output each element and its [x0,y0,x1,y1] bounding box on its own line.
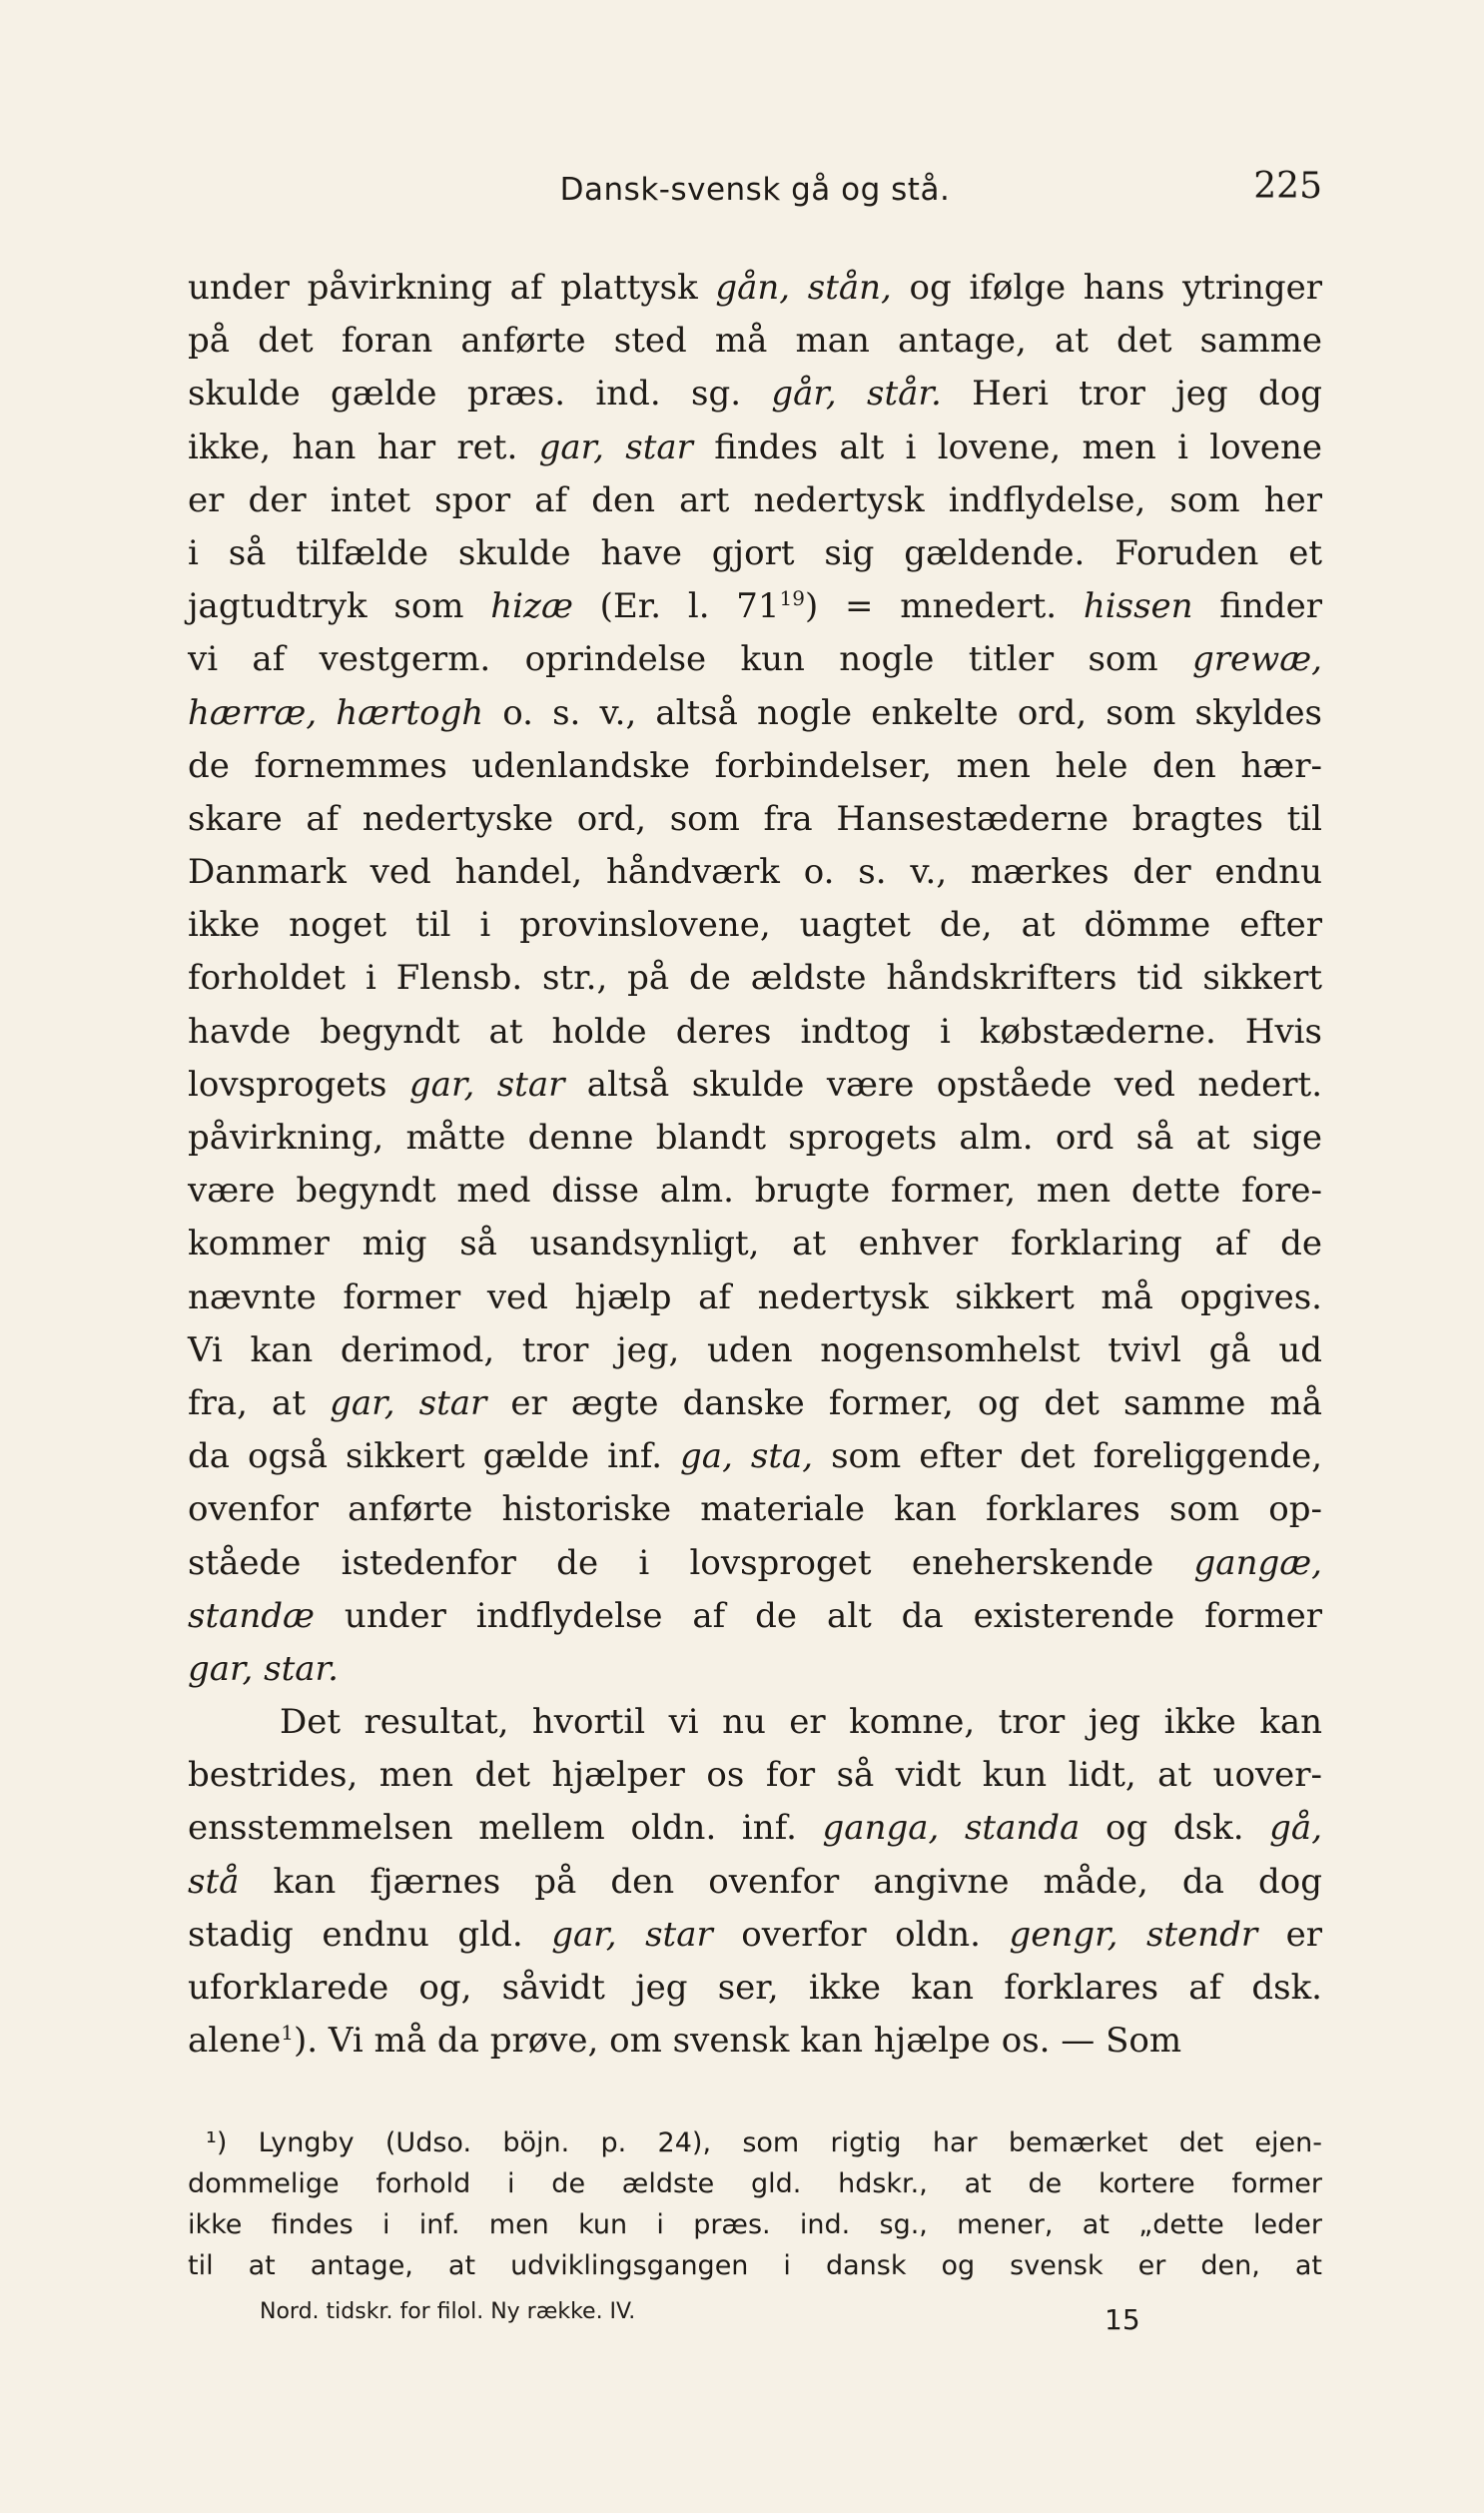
text-line [188,421,1322,474]
body-text [188,262,1322,2068]
italic-word: gar, star [408,1064,565,1105]
text-line [188,1537,1322,1590]
text-segment: Heri tror jeg dog [941,374,1322,415]
signature-number: 15 [1105,2303,1140,2336]
text-line [188,952,1322,1005]
text-line [188,1962,1322,2015]
text-line [188,262,1322,315]
text-segment: jagtudtryk som [188,586,491,627]
text-line [188,793,1322,846]
italic-word: standæ [188,1595,316,1636]
text-segment: vi af vestgerm. oprindelse kun nogle titler som [188,639,1192,680]
superscript: 1 [281,2021,295,2046]
text-segment: er der intet spor af den art nedertysk indflydelse, som her [188,479,1322,520]
text-segment: ikke noget til i provinslovene, uagtet de, at dömme efter [188,905,1322,946]
footnote-line: ¹) Lyngby (Udso. böjn. p. 24), som rigtig har bemærket det ejen- [206,2127,1322,2158]
text-segment: under indflydelse af de alt da existerende former [315,1595,1322,1636]
text-segment: de fornemmes udenlandske forbindelser, men hele den hær- [188,745,1322,786]
text-line [188,1112,1322,1165]
text-segment: ). Vi må da prøve, om svensk kan hjælpe os. — Som [294,2021,1182,2062]
page-header [188,166,1322,222]
journal-signature: Nord. tidskr. for filol. Ny række. IV. [260,2299,636,2324]
italic-word: gengr, stendr [1009,1914,1258,1955]
text-segment: uforklarede og, såvidt jeg ser, ikke kan forklares af dsk. [188,1968,1322,2008]
text-segment: alene [188,2021,282,2062]
text-line [188,633,1322,686]
text-segment: i så tilfælde skulde have gjort sig gældende. Foruden et [188,532,1322,573]
text-segment: ikke, han har ret. [188,426,539,467]
footnote-line: ikke findes i inf. men kun i præs. ind. sg., mener, at „dette leder [188,2209,1322,2240]
italic-word: ganga, standa [822,1808,1081,1849]
text-line [188,1165,1322,1218]
italic-word: gar, star [538,426,693,467]
text-line [188,1218,1322,1270]
text-segment: finder [1192,586,1322,627]
italic-word: gå, [1269,1808,1323,1849]
italic-word: gar, star [551,1914,713,1955]
text-segment: bestrides, men det hjælper os for så vidt kun lidt, at uover- [188,1755,1322,1796]
text-segment: Vi kan derimod, tror jeg, uden nogensomhelst tvivl gå ud [188,1329,1322,1370]
text-segment: være begyndt med disse alm. brugte former, men dette fore- [188,1171,1322,1212]
text-line [188,1696,1322,1749]
page-number: 225 [1253,166,1322,207]
text-line [188,1430,1322,1483]
text-line [188,1802,1322,1855]
text-segment: skare af nedertyske ord, som fra Hansestæderne bragtes til [188,798,1322,839]
italic-word: går, står. [771,374,942,415]
text-segment: er [1257,1914,1323,1955]
text-segment: Det resultat, hvortil vi nu er komne, tror jeg ikke kan [280,1702,1322,1743]
text-line [188,899,1322,952]
text-line [188,1749,1322,1802]
text-segment: altså skulde være opståede ved nedert. [564,1064,1322,1105]
text-segment: ) = mnedert. [804,586,1084,627]
italic-word: gangæ, [1193,1542,1322,1583]
text-line [188,1590,1322,1643]
text-segment: overfor oldn. [712,1914,1010,1955]
text-segment: ståede istedenfor de i lovsproget eneherskende [188,1542,1194,1583]
text-line [188,846,1322,899]
italic-word: grewæ, [1191,639,1322,680]
text-line [188,315,1322,368]
text-line [188,1909,1322,1962]
text-line [188,1643,1322,1696]
text-segment: fra, at [188,1382,331,1423]
text-segment: havde begyndt at holde deres indtog i købstæderne. Hvis [188,1011,1322,1052]
text-segment: o. s. v., altså nogle enkelte ord, som skyldes [483,692,1323,733]
italic-word: gar, star [330,1382,487,1423]
text-line [188,1006,1322,1059]
text-segment: da også sikkert gælde inf. [188,1436,681,1477]
text-segment: lovsprogets [188,1064,409,1105]
footnotes [188,2122,1322,2286]
text-segment: som efter det foreliggende, [813,1436,1322,1477]
footnote-line: dommelige forhold i de ældste gld. hdskr., at de kortere former [188,2168,1322,2199]
text-segment: stadig endnu gld. [188,1914,552,1955]
text-line [188,1059,1322,1112]
text-segment: findes alt i lovene, men i lovene [692,426,1322,467]
text-segment: og dsk. [1080,1808,1270,1849]
text-segment: (Er. l. 71 [572,586,780,627]
italic-word: hizæ [490,586,573,627]
text-line [188,368,1322,420]
text-segment: og ifølge hans ytringer [891,268,1322,308]
italic-word: gån, stån, [715,268,892,308]
text-line [188,1377,1322,1430]
text-line [188,740,1322,793]
superscript: 19 [779,586,805,611]
text-segment: under påvirkning af plattysk [188,268,716,308]
italic-word: hærræ, hærtogh [188,692,484,733]
text-segment: ensstemmelsen mellem oldn. inf. [188,1808,823,1849]
text-line [188,1483,1322,1536]
text-segment: skulde gælde præs. ind. sg. [188,374,772,415]
italic-word: stå [188,1861,240,1902]
text-line [188,2015,1322,2068]
text-line [188,580,1322,633]
text-line [188,1856,1322,1909]
text-segment: Danmark ved handel, håndværk o. s. v., mærkes der endnu [188,852,1322,893]
running-head: Dansk-svensk gå og stå. [559,172,951,208]
italic-word: gar, star. [188,1648,339,1689]
text-segment: forholdet i Flensb. str., på de ældste håndskrifters tid sikkert [188,958,1322,999]
text-segment: ovenfor anførte historiske materiale kan forklares som op- [188,1489,1322,1530]
text-segment: er ægte danske former, og det samme må [486,1382,1322,1423]
text-segment: kommer mig så usandsynligt, at enhver forklaring af de [188,1224,1322,1264]
footnote-line: til at antage, at udviklingsgangen i dansk og svensk er den, at [188,2250,1322,2281]
text-segment: kan fjærnes på den ovenfor angivne måde, da dog [239,1861,1322,1902]
text-segment: på det foran anførte sted må man antage, at det samme [188,321,1322,362]
text-line [188,1271,1322,1324]
text-segment: påvirkning, måtte denne blandt sprogets alm. ord så at sige [188,1118,1322,1158]
text-segment: nævnte former ved hjælp af nedertysk sikkert må opgives. [188,1276,1322,1317]
text-line [188,1324,1322,1377]
text-line [188,527,1322,580]
signature-line [188,2299,1322,2339]
italic-word: hissen [1083,586,1193,627]
text-line [188,474,1322,527]
text-line [188,687,1322,740]
italic-word: ga, sta, [680,1436,814,1477]
